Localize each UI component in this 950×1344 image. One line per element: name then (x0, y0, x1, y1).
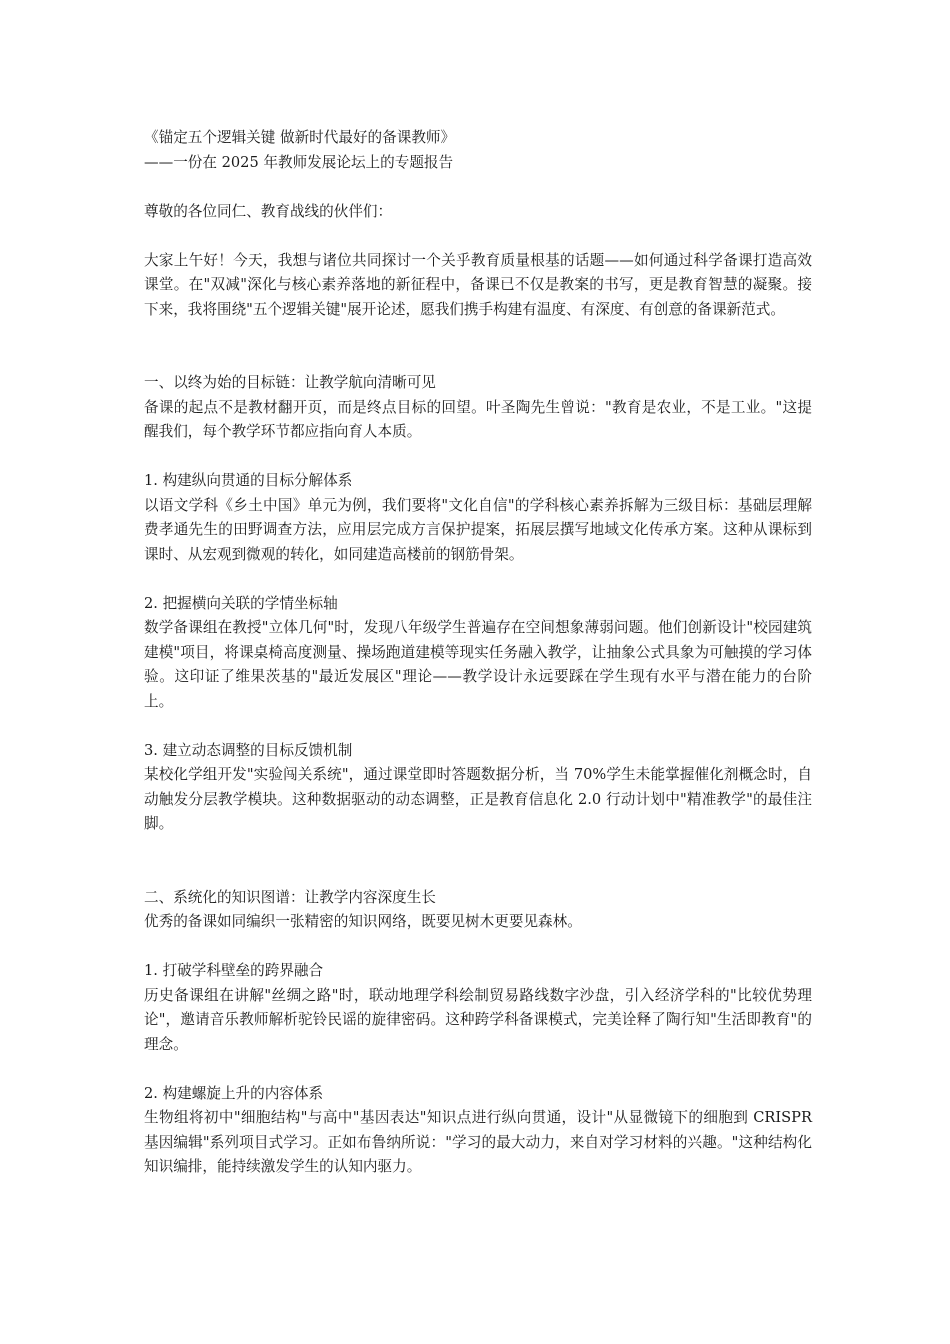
greeting: 尊敬的各位同仁、教育战线的伙伴们： (144, 202, 393, 220)
section1-heading: 一、以终为始的目标链：让教学航向清晰可见 (144, 374, 436, 391)
section2-item2-body: 生物组将初中"细胞结构"与高中"基因表达"知识点进行纵向贯通，设计"从显微镜下的细胞到 CRISPR 基因编辑"系列项目式学习。正如布鲁纳所说："学习的最大动力，来自对学习材料的兴趣。"这种结构化知识编排，能持续激发学生的认知内驱力。 (144, 1109, 812, 1175)
section2-heading: 二、系统化的知识图谱：让教学内容深度生长 (144, 888, 436, 906)
section1-lead: 备课的起点不是教材翻开页，而是终点目标的回望。叶圣陶先生曾说："教育是农业，不是工业。"这提醒我们，每个教学环节都应指向育人本质。 (144, 398, 812, 440)
section1-item3-body: 某校化学组开发"实验闯关系统"，通过课堂即时答题数据分析，当 70%学生未能掌握催化剂概念时，自动触发分层教学模块。这种数据驱动的动态调整，正是教育信息化 2.0 行动计划中"精准教学"的最佳注脚。 (144, 766, 812, 832)
document-subtitle: ——一份在 2025 年教师发展论坛上的专题报告 (144, 153, 454, 171)
section2-item1-body: 历史备课组在讲解"丝绸之路"时，联动地理学科绘制贸易路线数字沙盘，引入经济学科的"比较优势理论"，邀请音乐教师解析驼铃民谣的旋律密码。这种跨学科备课模式，完美诠释了陶行知"生活即教育"的理念。 (144, 986, 812, 1053)
document-title: 《锚定五个逻辑关键 做新时代最好的备课教师》 (144, 129, 456, 146)
section1-item1-title: 1. 构建纵向贯通的目标分解体系 (144, 472, 353, 489)
intro-paragraph: 大家上午好！今天，我想与诸位共同探讨一个关乎教育质量根基的话题——如何通过科学备课打造高效课堂。在"双减"深化与核心素养落地的新征程中，备课已不仅是教案的书写，更是教育智慧的凝聚。接下来，我将围绕"五个逻辑关键"展开论述，愿我们携手构建有温度、有深度、有创意的备课新范式。 (144, 251, 812, 318)
document-body (144, 126, 812, 1180)
section1-item1-body: 以语文学科《乡土中国》单元为例，我们要将"文化自信"的学科核心素养拆解为三级目标：基础层理解费孝通先生的田野调查方法，应用层完成方言保护提案，拓展层撰写地域文化传承方案。这种从课标到课时、从宏观到微观的转化，如同建造高楼前的钢筋骨架。 (144, 496, 812, 563)
section1-item3-title: 3. 建立动态调整的目标反馈机制 (144, 741, 353, 759)
section2-item1-title: 1. 打破学科壁垒的跨界融合 (144, 962, 324, 979)
section2-item2-title: 2. 构建螺旋上升的内容体系 (144, 1084, 324, 1102)
section2-lead: 优秀的备课如同编织一张精密的知识网络，既要见树木更要见森林。 (144, 913, 582, 930)
section1-item2-title: 2. 把握横向关联的学情坐标轴 (144, 594, 338, 612)
section1-item2-body: 数学备课组在教授"立体几何"时，发现八年级学生普遍存在空间想象薄弱问题。他们创新设计"校园建筑建模"项目，将课桌椅高度测量、操场跑道建模等现实任务融入教学，让抽象公式具象为可触摸的学习体验。这印证了维果茨基的"最近发展区"理论——教学设计永远要踩在学生现有水平与潜在能力的台阶上。 (144, 619, 812, 710)
